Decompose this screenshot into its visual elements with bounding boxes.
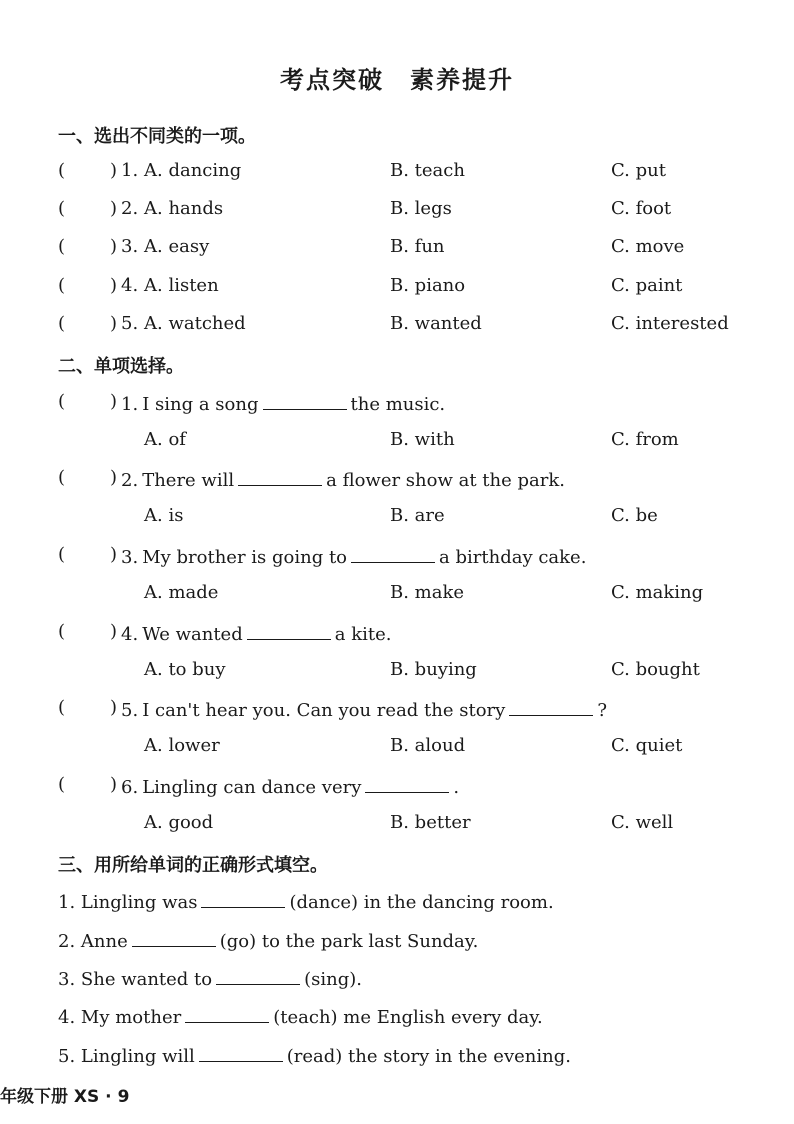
- answer-bracket-open: (: [58, 774, 66, 795]
- option-c: C. paint: [611, 275, 683, 296]
- fill-question-row: [58, 966, 362, 990]
- answer-bracket-close: ): [110, 697, 118, 718]
- fill-blank[interactable]: [201, 889, 285, 908]
- fill-question-row: [58, 1004, 543, 1028]
- options-row: [58, 812, 754, 838]
- fill-blank[interactable]: [199, 1043, 283, 1062]
- stem-text-after: (dance) in the dancing room.: [289, 892, 554, 913]
- option-c: C. be: [611, 505, 658, 526]
- option-a: A. of: [144, 429, 186, 450]
- answer-bracket-open: (: [58, 467, 66, 488]
- page-footer: 年级下册 XS · 9: [0, 1087, 130, 1107]
- answer-bracket-open: (: [58, 313, 66, 334]
- fill-question-row: [58, 928, 478, 952]
- option-b: B. wanted: [390, 313, 482, 334]
- question-number: 3.: [121, 547, 139, 568]
- option-c: C. bought: [611, 659, 700, 680]
- option-c: C. making: [611, 582, 704, 603]
- answer-bracket-open: (: [58, 544, 66, 565]
- question-stem: [121, 774, 459, 798]
- question-number: 5.: [121, 313, 139, 334]
- stem-text-after: a flower show at the park.: [326, 470, 565, 491]
- section-2-heading: 二、单项选择。: [58, 356, 184, 377]
- question-number: 1.: [121, 394, 139, 415]
- stem-text-before: 3. She wanted to: [58, 969, 213, 990]
- option-c: C. quiet: [611, 735, 683, 756]
- section-1-heading: 一、选出不同类的一项。: [58, 126, 256, 147]
- answer-bracket-open: (: [58, 391, 66, 412]
- question-row: [58, 774, 754, 800]
- stem-text-before: I can't hear you. Can you read the story: [142, 700, 506, 721]
- fill-question-row: [58, 889, 554, 913]
- option-a: A. is: [144, 505, 184, 526]
- stem-text-before: We wanted: [142, 624, 243, 645]
- stem-text-after: .: [453, 777, 460, 798]
- option-a: A. listen: [144, 275, 219, 296]
- option-a: A. good: [144, 812, 214, 833]
- stem-text-before: My brother is going to: [142, 547, 348, 568]
- answer-bracket-close: ): [110, 544, 118, 565]
- option-b: B. buying: [390, 659, 477, 680]
- stem-text-after: (go) to the park last Sunday.: [219, 931, 479, 952]
- option-b: B. aloud: [390, 735, 466, 756]
- options-row: [58, 505, 754, 531]
- option-a: A. hands: [144, 198, 224, 219]
- answer-bracket-open: (: [58, 621, 66, 642]
- fill-blank[interactable]: [365, 774, 449, 793]
- question-number: 4.: [121, 275, 139, 296]
- option-b: B. with: [390, 429, 455, 450]
- fill-blank[interactable]: [185, 1004, 269, 1023]
- stem-text-after: the music.: [350, 394, 446, 415]
- option-c: C. foot: [611, 198, 672, 219]
- fill-blank[interactable]: [238, 467, 322, 486]
- answer-bracket-close: ): [110, 621, 118, 642]
- stem-text-before: I sing a song: [142, 394, 259, 415]
- stem-text-before: Lingling can dance very: [142, 777, 362, 798]
- option-a: A. dancing: [144, 160, 242, 181]
- question-row: [58, 621, 754, 647]
- answer-bracket-close: ): [110, 313, 118, 334]
- stem-text-before: 1. Lingling was: [58, 892, 198, 913]
- option-c: C. from: [611, 429, 679, 450]
- question-number: 4.: [121, 624, 139, 645]
- options-row: [58, 429, 754, 455]
- stem-text-after: (read) the story in the evening.: [286, 1046, 571, 1067]
- question-number: 6.: [121, 777, 139, 798]
- question-row: [58, 313, 754, 339]
- answer-bracket-close: ): [110, 774, 118, 795]
- fill-blank[interactable]: [351, 544, 435, 563]
- option-a: A. lower: [144, 735, 220, 756]
- stem-text-after: ?: [597, 700, 607, 721]
- fill-blank[interactable]: [247, 621, 331, 640]
- question-stem: [121, 467, 565, 491]
- answer-bracket-close: ): [110, 198, 118, 219]
- question-stem: [121, 391, 445, 415]
- question-number: 1.: [121, 160, 139, 181]
- answer-bracket-open: (: [58, 697, 66, 718]
- option-c: C. well: [611, 812, 674, 833]
- stem-text-after: a kite.: [334, 624, 392, 645]
- fill-blank[interactable]: [132, 928, 216, 947]
- question-number: 2.: [121, 470, 139, 491]
- stem-text-before: 5. Lingling will: [58, 1046, 195, 1067]
- option-b: B. fun: [390, 236, 445, 257]
- stem-text-before: 2. Anne: [58, 931, 128, 952]
- question-row: [58, 467, 754, 493]
- option-b: B. make: [390, 582, 465, 603]
- option-a: A. made: [144, 582, 219, 603]
- options-row: [58, 582, 754, 608]
- question-row: [58, 275, 754, 301]
- question-stem: [121, 544, 586, 568]
- option-b: B. better: [390, 812, 471, 833]
- option-b: B. are: [390, 505, 445, 526]
- answer-bracket-open: (: [58, 275, 66, 296]
- stem-text-before: 4. My mother: [58, 1007, 182, 1028]
- stem-text-before: There will: [142, 470, 235, 491]
- question-number: 2.: [121, 198, 139, 219]
- option-c: C. put: [611, 160, 666, 181]
- fill-blank[interactable]: [216, 966, 300, 985]
- answer-bracket-open: (: [58, 236, 66, 257]
- option-a: A. to buy: [144, 659, 226, 680]
- answer-bracket-close: ): [110, 160, 118, 181]
- option-c: C. interested: [611, 313, 729, 334]
- stem-text-after: a birthday cake.: [439, 547, 587, 568]
- question-row: [58, 697, 754, 723]
- page-title: 考点突破 素养提升: [280, 66, 514, 94]
- question-row: [58, 160, 754, 186]
- answer-bracket-open: (: [58, 198, 66, 219]
- answer-bracket-close: ): [110, 275, 118, 296]
- question-stem: [121, 621, 391, 645]
- answer-bracket-open: (: [58, 160, 66, 181]
- section-3-heading: 三、用所给单词的正确形式填空。: [58, 855, 328, 876]
- option-b: B. teach: [390, 160, 465, 181]
- options-row: [58, 659, 754, 685]
- answer-bracket-close: ): [110, 236, 118, 257]
- option-b: B. piano: [390, 275, 466, 296]
- stem-text-after: (teach) me English every day.: [273, 1007, 543, 1028]
- question-number: 3.: [121, 236, 139, 257]
- options-row: [58, 735, 754, 761]
- question-row: [58, 198, 754, 224]
- answer-bracket-close: ): [110, 467, 118, 488]
- fill-blank[interactable]: [263, 391, 347, 410]
- option-b: B. legs: [390, 198, 452, 219]
- answer-bracket-close: ): [110, 391, 118, 412]
- stem-text-after: (sing).: [304, 969, 363, 990]
- fill-question-row: [58, 1043, 571, 1067]
- option-a: A. watched: [144, 313, 246, 334]
- option-a: A. easy: [144, 236, 210, 257]
- question-stem: [121, 697, 607, 721]
- question-row: [58, 236, 754, 262]
- question-number: 5.: [121, 700, 139, 721]
- fill-blank[interactable]: [509, 697, 593, 716]
- question-row: [58, 544, 754, 570]
- question-row: [58, 391, 754, 417]
- option-c: C. move: [611, 236, 685, 257]
